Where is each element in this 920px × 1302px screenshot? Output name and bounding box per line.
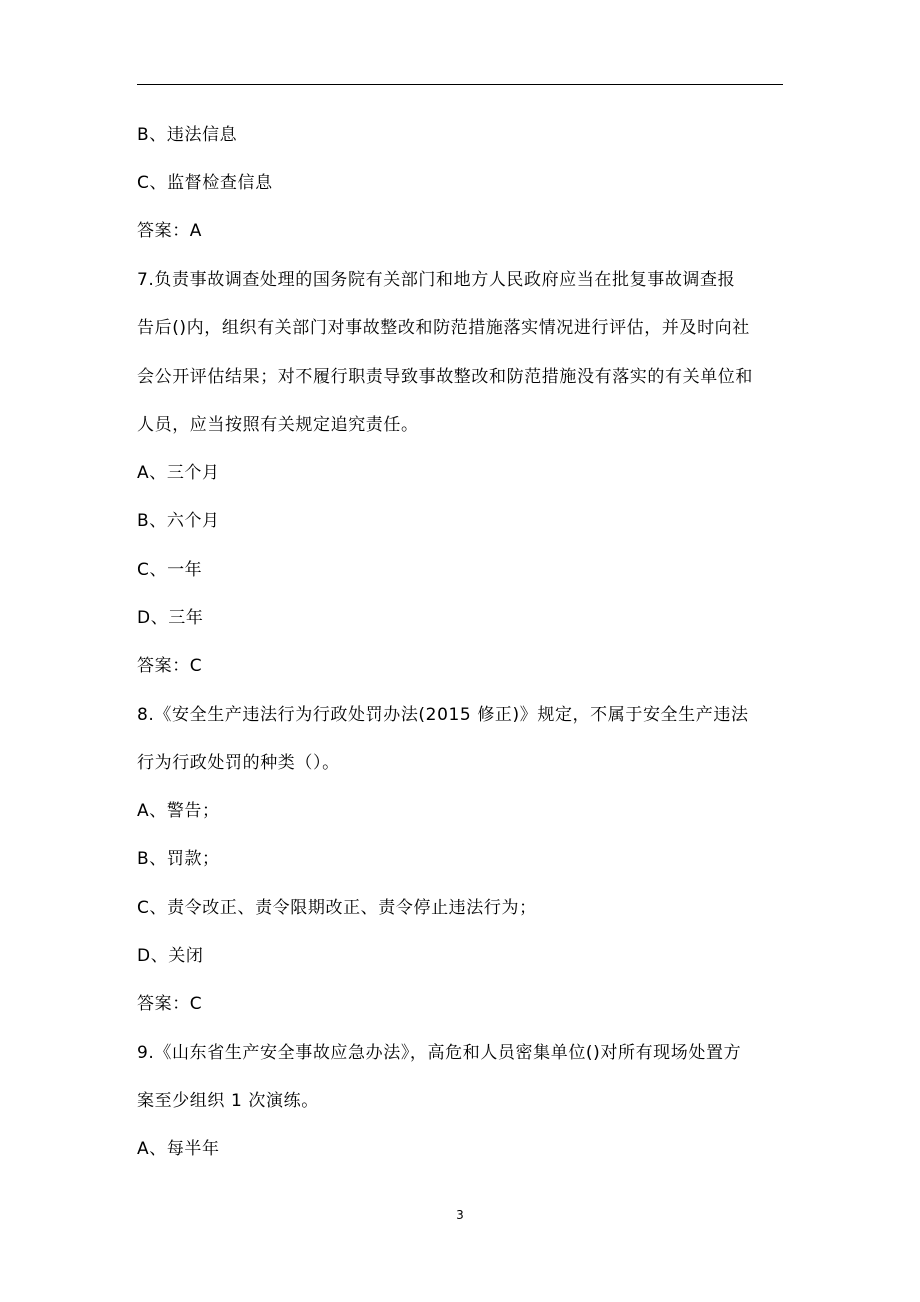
answer-line: 答案：C (137, 994, 203, 1014)
option-line: D、三年 (137, 608, 204, 628)
option-line: C、责令改正、责令限期改正、责令停止违法行为； (137, 898, 537, 918)
option-line: A、三个月 (137, 463, 220, 483)
question-text-line: 8.《安全生产违法行为行政处罚办法(2015 修正)》规定，不属于安全生产违法 (137, 705, 749, 725)
question-text-line: 9.《山东省生产安全事故应急办法》，高危和人员密集单位()对所有现场处置方 (137, 1043, 742, 1063)
question-text-line: 7.负责事故调查处理的国务院有关部门和地方人民政府应当在批复事故调查报 (137, 270, 736, 290)
option-line: A、每半年 (137, 1139, 220, 1159)
question-text-line: 人员，应当按照有关规定追究责任。 (137, 415, 419, 435)
option-line: C、监督检查信息 (137, 173, 273, 193)
question-text-line: 会公开评估结果；对不履行职责导致事故整改和防范措施没有落实的有关单位和 (137, 367, 753, 387)
question-text-line: 案至少组织 1 次演练。 (137, 1091, 319, 1111)
option-line: B、罚款； (137, 849, 220, 869)
option-line: D、关闭 (137, 946, 204, 966)
question-text-line: 告后()内，组织有关部门对事故整改和防范措施落实情况进行评估，并及时向社 (137, 318, 750, 338)
page-number: 3 (456, 1208, 464, 1222)
option-line: B、六个月 (137, 511, 220, 531)
answer-line: 答案：A (137, 221, 203, 241)
option-line: C、一年 (137, 560, 203, 580)
option-line: B、违法信息 (137, 125, 238, 145)
answer-line: 答案：C (137, 656, 203, 676)
header-rule (137, 84, 783, 85)
option-line: A、警告； (137, 801, 220, 821)
question-text-line: 行为行政处罚的种类（）。 (137, 753, 340, 773)
